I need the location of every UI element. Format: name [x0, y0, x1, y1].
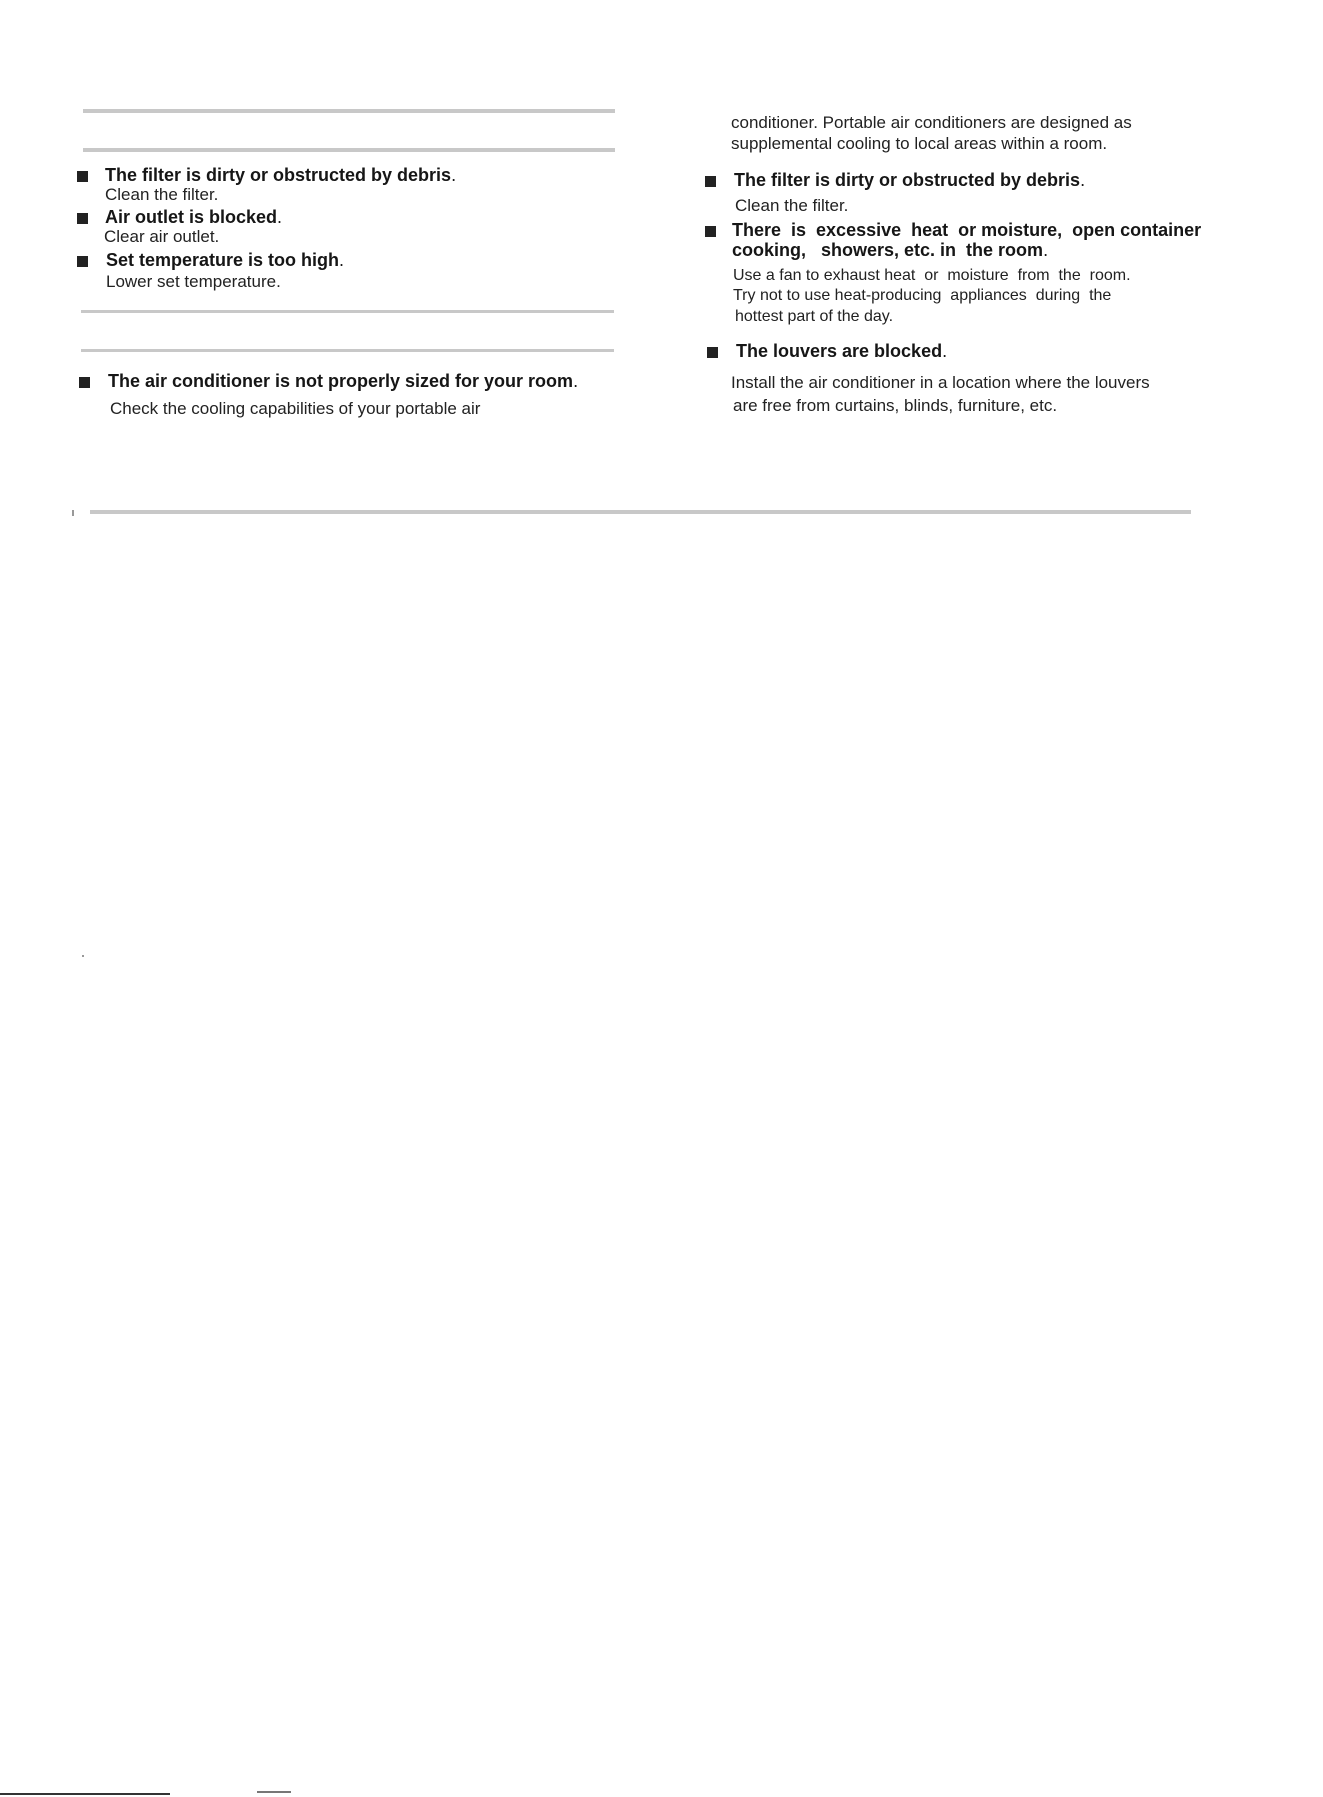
section-rule [83, 148, 615, 152]
footer-mark [257, 1791, 291, 1793]
section-rule [81, 310, 614, 313]
remedy-text: Clean the filter. [735, 196, 849, 215]
stray-mark [82, 955, 84, 957]
remedy-text: Try not to use heat-producing appliances during the [733, 287, 1112, 304]
margin-tick [72, 510, 74, 516]
cause-heading: The louvers are blocked. [736, 341, 948, 361]
remedy-text: Check the cooling capabilities of your portable air [110, 399, 481, 418]
continued-text: conditioner. Portable air conditioners are designed as [731, 113, 1132, 132]
remedy-text: Install the air conditioner in a location where the louvers [731, 373, 1150, 392]
remedy-text: Clear air outlet. [104, 227, 220, 246]
cause-heading: There is excessive heat or moisture, open container [732, 220, 1202, 240]
remedy-text: are free from curtains, blinds, furniture, etc. [733, 396, 1058, 415]
remedy-text: Lower set temperature. [106, 272, 281, 291]
cause-heading: Set temperature is too high. [106, 250, 345, 270]
remedy-text: Clean the filter. [105, 185, 219, 204]
cause-heading: Air outlet is blocked. [105, 207, 283, 227]
section-divider [90, 510, 1191, 514]
bullet-icon [707, 347, 718, 358]
bullet-icon [705, 176, 716, 187]
remedy-text: Use a fan to exhaust heat or moisture from the room. [733, 267, 1131, 284]
bullet-icon [77, 256, 88, 267]
bullet-icon [77, 213, 88, 224]
continued-text: supplemental cooling to local areas within a room. [731, 134, 1108, 153]
section-rule [83, 109, 615, 113]
cause-heading: The air conditioner is not properly sized for your room. [108, 371, 579, 391]
cause-heading: The filter is dirty or obstructed by debris. [734, 170, 1086, 190]
bullet-icon [79, 377, 90, 388]
footer-line [0, 1793, 170, 1795]
bullet-icon [77, 171, 88, 182]
cause-heading: cooking, showers, etc. in the room. [732, 240, 1049, 260]
section-rule [81, 349, 614, 352]
cause-heading: The filter is dirty or obstructed by debris. [105, 165, 457, 185]
remedy-text: hottest part of the day. [735, 308, 894, 325]
bullet-icon [705, 226, 716, 237]
